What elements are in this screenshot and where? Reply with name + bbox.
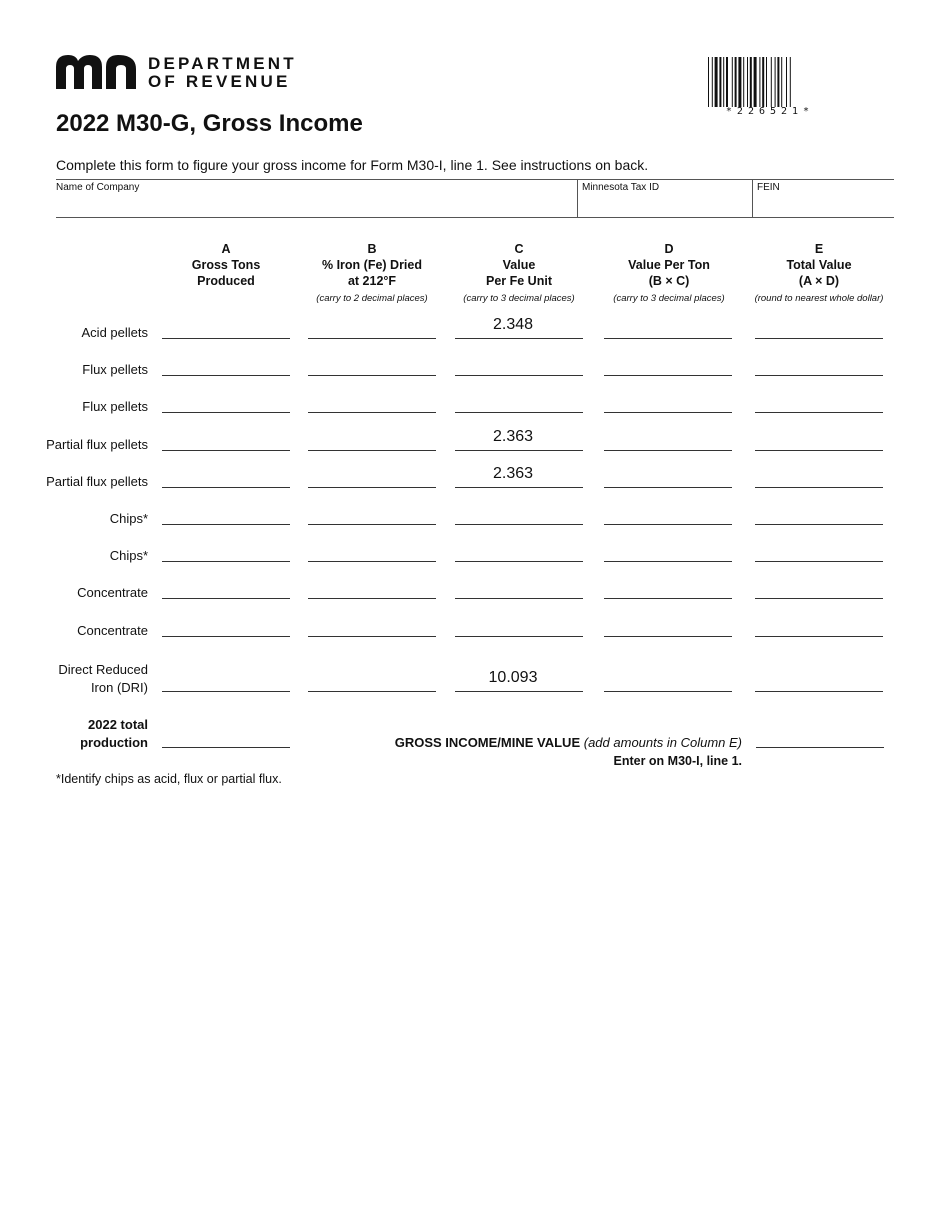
input-col-a[interactable]: [162, 523, 290, 525]
input-col-c[interactable]: [455, 597, 583, 599]
input-col-d[interactable]: [604, 523, 732, 525]
column-note: (carry to 3 decimal places): [613, 293, 725, 304]
input-col-e[interactable]: [755, 449, 883, 451]
fein-field[interactable]: [752, 180, 894, 217]
column-letter: C: [514, 242, 524, 256]
input-col-d[interactable]: [604, 411, 732, 413]
input-col-e[interactable]: [755, 635, 883, 637]
department-name-line1: DEPARTMENT: [148, 54, 297, 73]
input-col-e[interactable]: [755, 374, 883, 376]
input-col-c[interactable]: [455, 411, 583, 413]
input-col-e[interactable]: [755, 690, 883, 692]
input-col-b[interactable]: [308, 337, 436, 339]
tax-id-field[interactable]: [577, 180, 753, 217]
total-production-label: [0, 716, 148, 752]
column-letter: E: [814, 242, 824, 256]
input-col-d[interactable]: [604, 560, 732, 562]
input-col-b[interactable]: [308, 690, 436, 692]
fein-label: FEIN: [757, 182, 780, 193]
input-col-a[interactable]: [162, 449, 290, 451]
column-title-line: % Iron (Fe) Dried: [321, 258, 422, 272]
row-label-line: Iron (DRI): [90, 680, 148, 695]
input-col-a[interactable]: [162, 411, 290, 413]
input-col-a[interactable]: [162, 560, 290, 562]
column-title-line: Gross Tons: [191, 258, 261, 272]
row-label: Chips*: [109, 511, 148, 526]
input-col-a[interactable]: [162, 486, 290, 488]
column-title-line: (A × D): [798, 274, 840, 288]
input-col-d[interactable]: [604, 690, 732, 692]
input-col-e[interactable]: [755, 597, 883, 599]
input-col-c[interactable]: [455, 523, 583, 525]
input-col-d[interactable]: [604, 374, 732, 376]
input-col-a[interactable]: [162, 690, 290, 692]
total-label-line2: production: [80, 735, 148, 750]
footnote: *Identify chips as acid, flux or partial flux.: [56, 772, 282, 786]
gross-income-italic: (add amounts in Column E): [583, 735, 742, 750]
input-col-c[interactable]: [455, 635, 583, 637]
preset-value-col-c: 2.363: [492, 465, 534, 482]
input-col-e[interactable]: [755, 523, 883, 525]
page-title: 2022 M30-G, Gross Income: [56, 110, 363, 137]
column-title-line: Produced: [197, 274, 255, 288]
row-label: Flux pellets: [82, 362, 148, 377]
barcode-digits: *226521*: [725, 106, 815, 117]
input-col-b[interactable]: [308, 449, 436, 451]
input-col-b[interactable]: [308, 523, 436, 525]
mn-logo-icon: [56, 55, 136, 89]
column-title-line: at 212°F: [347, 274, 397, 288]
input-col-d[interactable]: [604, 486, 732, 488]
preset-value-col-c: 2.348: [492, 316, 534, 333]
company-name-field[interactable]: [52, 180, 574, 217]
row-label-line: Direct Reduced: [58, 662, 148, 677]
column-note: (carry to 2 decimal places): [316, 293, 428, 304]
row-label: Concentrate: [77, 623, 148, 638]
column-title-line: Value: [502, 258, 536, 272]
barcode-icon: [708, 57, 832, 107]
column-letter: B: [367, 242, 377, 256]
column-header-a: [151, 241, 301, 289]
row-label: Chips*: [109, 548, 148, 563]
input-col-c[interactable]: [455, 560, 583, 562]
input-col-b[interactable]: [308, 597, 436, 599]
row-label: Concentrate: [77, 585, 148, 600]
column-note: (round to nearest whole dollar): [754, 293, 884, 304]
column-letter: A: [221, 242, 231, 256]
column-header-c: [444, 241, 594, 307]
input-col-c[interactable]: [455, 337, 583, 339]
column-header-e: [744, 241, 894, 307]
input-col-b[interactable]: [308, 411, 436, 413]
row-label: Partial flux pellets: [46, 437, 148, 452]
input-col-a[interactable]: [162, 374, 290, 376]
input-col-e[interactable]: [755, 337, 883, 339]
input-col-c[interactable]: [455, 374, 583, 376]
column-header-d: [594, 241, 744, 307]
input-col-b[interactable]: [308, 374, 436, 376]
input-col-d[interactable]: [604, 449, 732, 451]
column-note: (carry to 3 decimal places): [463, 293, 575, 304]
input-col-b[interactable]: [308, 635, 436, 637]
input-col-d[interactable]: [604, 337, 732, 339]
tax-id-label: Minnesota Tax ID: [582, 182, 660, 193]
input-col-d[interactable]: [604, 635, 732, 637]
input-col-a[interactable]: [162, 337, 290, 339]
column-title-line: Value Per Ton: [628, 258, 710, 272]
column-header-b: [297, 241, 447, 307]
input-col-c[interactable]: [455, 449, 583, 451]
row-label: Partial flux pellets: [46, 474, 148, 489]
column-letter: D: [664, 242, 674, 256]
input-col-e[interactable]: [755, 486, 883, 488]
input-col-a[interactable]: [162, 597, 290, 599]
input-col-c[interactable]: [455, 690, 583, 692]
id-fields-box: [56, 179, 894, 218]
input-col-b[interactable]: [308, 486, 436, 488]
department-name-line2: OF REVENUE: [148, 72, 291, 91]
gross-income-bold: GROSS INCOME/MINE VALUE: [394, 735, 581, 750]
input-col-a[interactable]: [162, 635, 290, 637]
intro-text: Complete this form to figure your gross income for Form M30-I, line 1. See instructions on back.: [56, 157, 649, 173]
input-col-d[interactable]: [604, 597, 732, 599]
total-production-input[interactable]: [162, 746, 290, 748]
input-col-e[interactable]: [755, 560, 883, 562]
preset-value-col-c: 2.363: [492, 428, 534, 445]
row-label: Acid pellets: [81, 325, 148, 340]
company-name-label: Name of Company: [56, 182, 140, 193]
column-title-line: Total Value: [786, 258, 852, 272]
input-col-c[interactable]: [455, 486, 583, 488]
row-label: [0, 661, 148, 697]
gross-income-label: [330, 735, 742, 750]
enter-note: Enter on M30-I, line 1.: [613, 754, 742, 768]
gross-income-input[interactable]: [756, 746, 884, 748]
column-title-line: (B × C): [648, 274, 690, 288]
input-col-b[interactable]: [308, 560, 436, 562]
column-title-line: Per Fe Unit: [486, 274, 552, 288]
preset-value-col-c: 10.093: [488, 669, 538, 686]
input-col-e[interactable]: [755, 411, 883, 413]
total-label-line1: 2022 total: [88, 717, 148, 732]
row-label: Flux pellets: [82, 399, 148, 414]
